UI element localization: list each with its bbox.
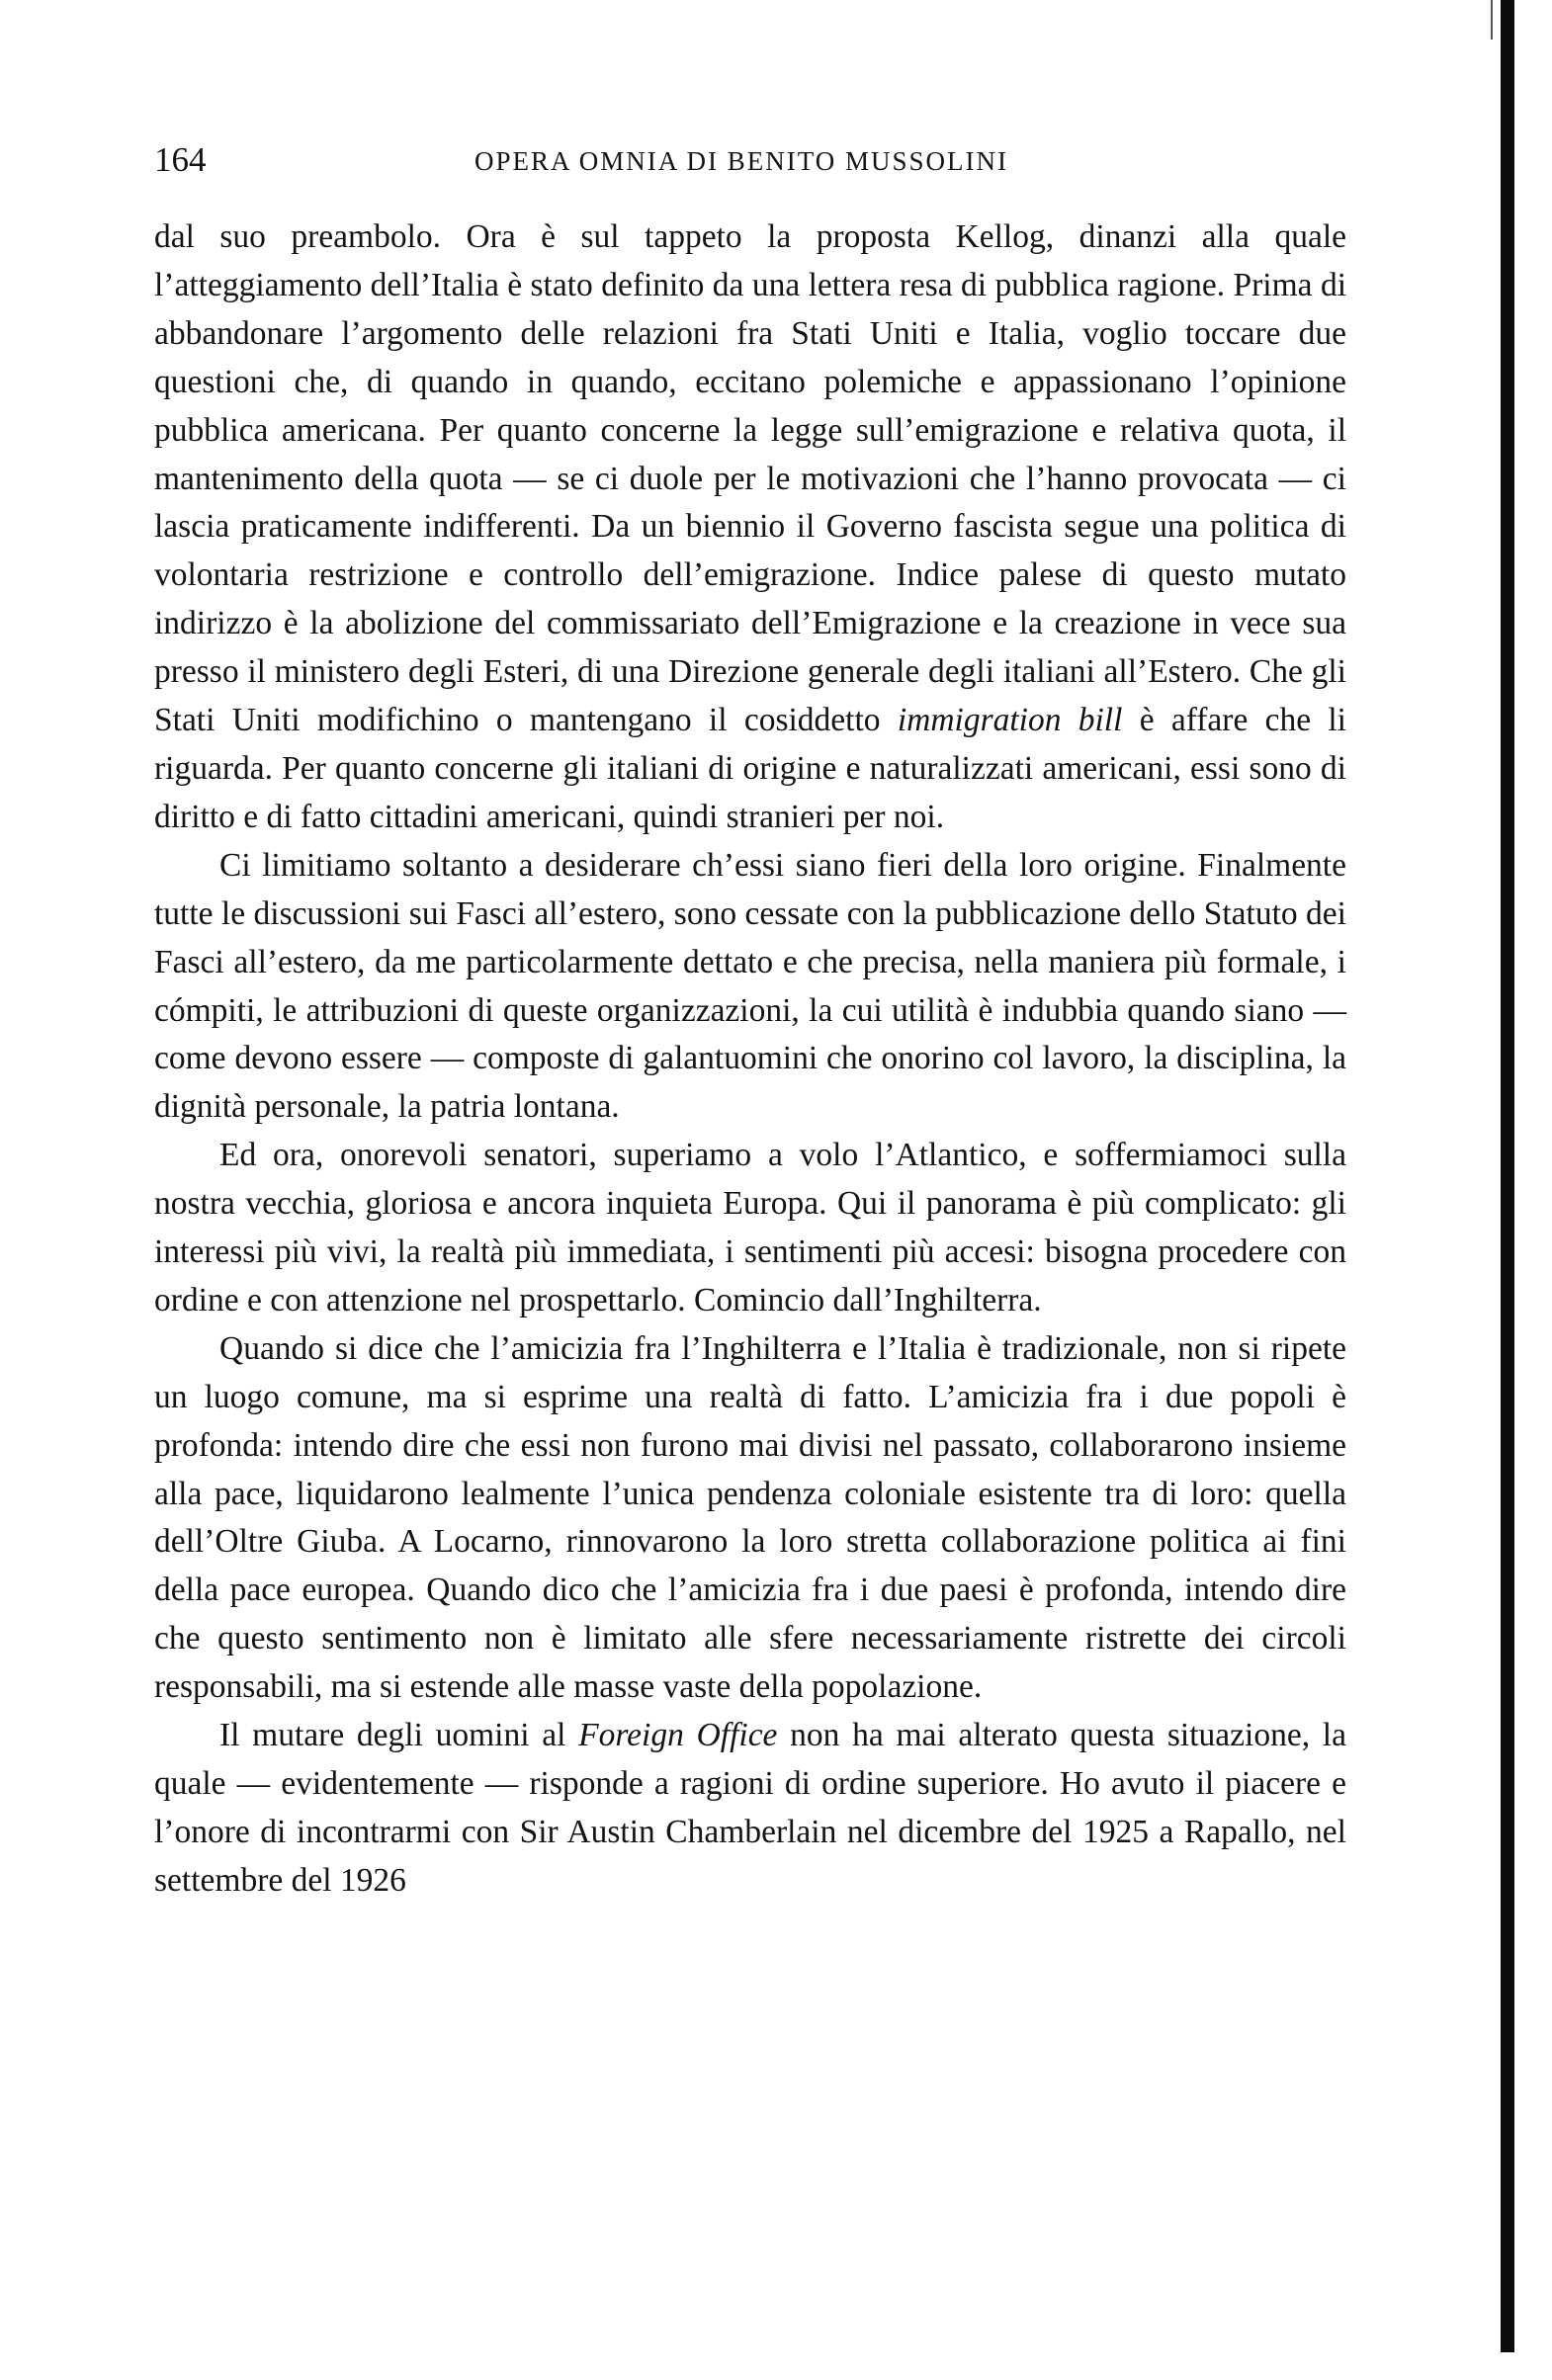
paragraph-5-text-a: Il mutare degli uomini al [219, 1717, 579, 1754]
paragraph-1-italic: immigration bill [897, 702, 1123, 739]
paragraph-4: Quando si dice che l’amicizia fra l’Inghilterra e l’Italia è tradizionale, non si ripete un luogo comune, ma si esprime una realtà di fatto. L’amicizia fra i due popoli è profonda: intendo dire che essi non furono mai divisi nel passato, collaborarono insieme alla pace, liquidarono lealmente l’unica pendenza coloniale esistente tra di loro: quella dell’Oltre Giuba. A Locarno, rinnovarono la loro stretta collaborazione politica ai fini della pace europea. Quando dico che l’amicizia fra i due paesi è profonda, intendo dire che questo sentimento non è limitato alle sfere necessariamente ristrette dei circoli responsabili, ma si estende alle masse vaste della popolazione. [154, 1329, 1346, 1706]
paragraph-5 [154, 1712, 1346, 1906]
page-edge-shadow [1501, 0, 1514, 2352]
running-title: OPERA OMNIA DI BENITO MUSSOLINI [474, 146, 1009, 176]
paragraph-1-text-b: è affare che li riguarda. Per quanto concerne gli italiani di origine e naturalizzati americani, essi sono di diritto e di fatto cittadini americani, quindi stranieri per noi. [154, 702, 1346, 835]
paragraph-5-italic: Foreign Office [578, 1717, 778, 1754]
running-header [154, 140, 1340, 190]
page-edge-mark [1491, 0, 1493, 40]
paragraph-3: Ed ora, onorevoli senatori, superiamo a volo l’Atlantico, e soffermiamoci sulla nostra vecchia, gloriosa e ancora inquieta Europa. Qui il panorama è più complicato: gli interessi più vivi, la realtà più immediata, i sentimenti più accesi: bisogna procedere con ordine e con attenzione nel prospettarlo. Comincio dall’Inghilterra. [154, 1137, 1346, 1318]
paragraph-1-text-a: dal suo preambolo. Ora è sul tappeto la proposta Kellog, dinanzi alla quale l’atteggiamento dell’Italia è stato definito da una lettera resa di pubblica ragione. Prima di abbandonare l’argomento delle relazioni fra Stati Uniti e Italia, voglio toccare due questioni che, di quando in quando, eccitano polemiche e appassionano l’opinione pubblica americana. Per quanto concerne la legge sull’emigrazione e relativa quota, il mantenimento della quota — se ci duole per le motivazioni che l’hanno provocata — ci lascia praticamente indifferenti. Da un biennio il Governo fascista segue una politica di volontaria restrizione e controllo dell’emigrazione. Indice palese di questo mutato indirizzo è la abolizione del commissariato dell’Emigrazione e la creazione in vece sua presso il ministero degli Esteri, di una Direzione generale degli italiani all’Estero. Che gli Stati Uniti modifichino o mantengano il cosiddetto [154, 218, 1346, 739]
paragraph-5-text-b: non ha mai alterato questa situazione, la quale — evidentemente — risponde a ragioni di ordine superiore. Ho avuto il piacere e l’onore di incontrarmi con Sir Austin Chamberlain nel dicembre del 1925 a Rapallo, nel settembre del 1926 [154, 1717, 1346, 1899]
page-number: 164 [154, 140, 207, 179]
body-text [154, 213, 1346, 1906]
paragraph-2: Ci limitiamo soltanto a desiderare ch’essi siano fieri della loro origine. Finalmente tutte le discussioni sui Fasci all’estero, sono cessate con la pubblicazione dello Statuto dei Fasci all’estero, da me particolarmente dettato e che precisa, nella maniera più formale, i cómpiti, le attribuzioni di queste organizzazioni, la cui utilità è indubbia quando siano — come devono essere — composte di galantuomini che onorino col lavoro, la disciplina, la dignità personale, la patria lontana. [154, 846, 1346, 1126]
paragraph-1 [154, 213, 1346, 842]
